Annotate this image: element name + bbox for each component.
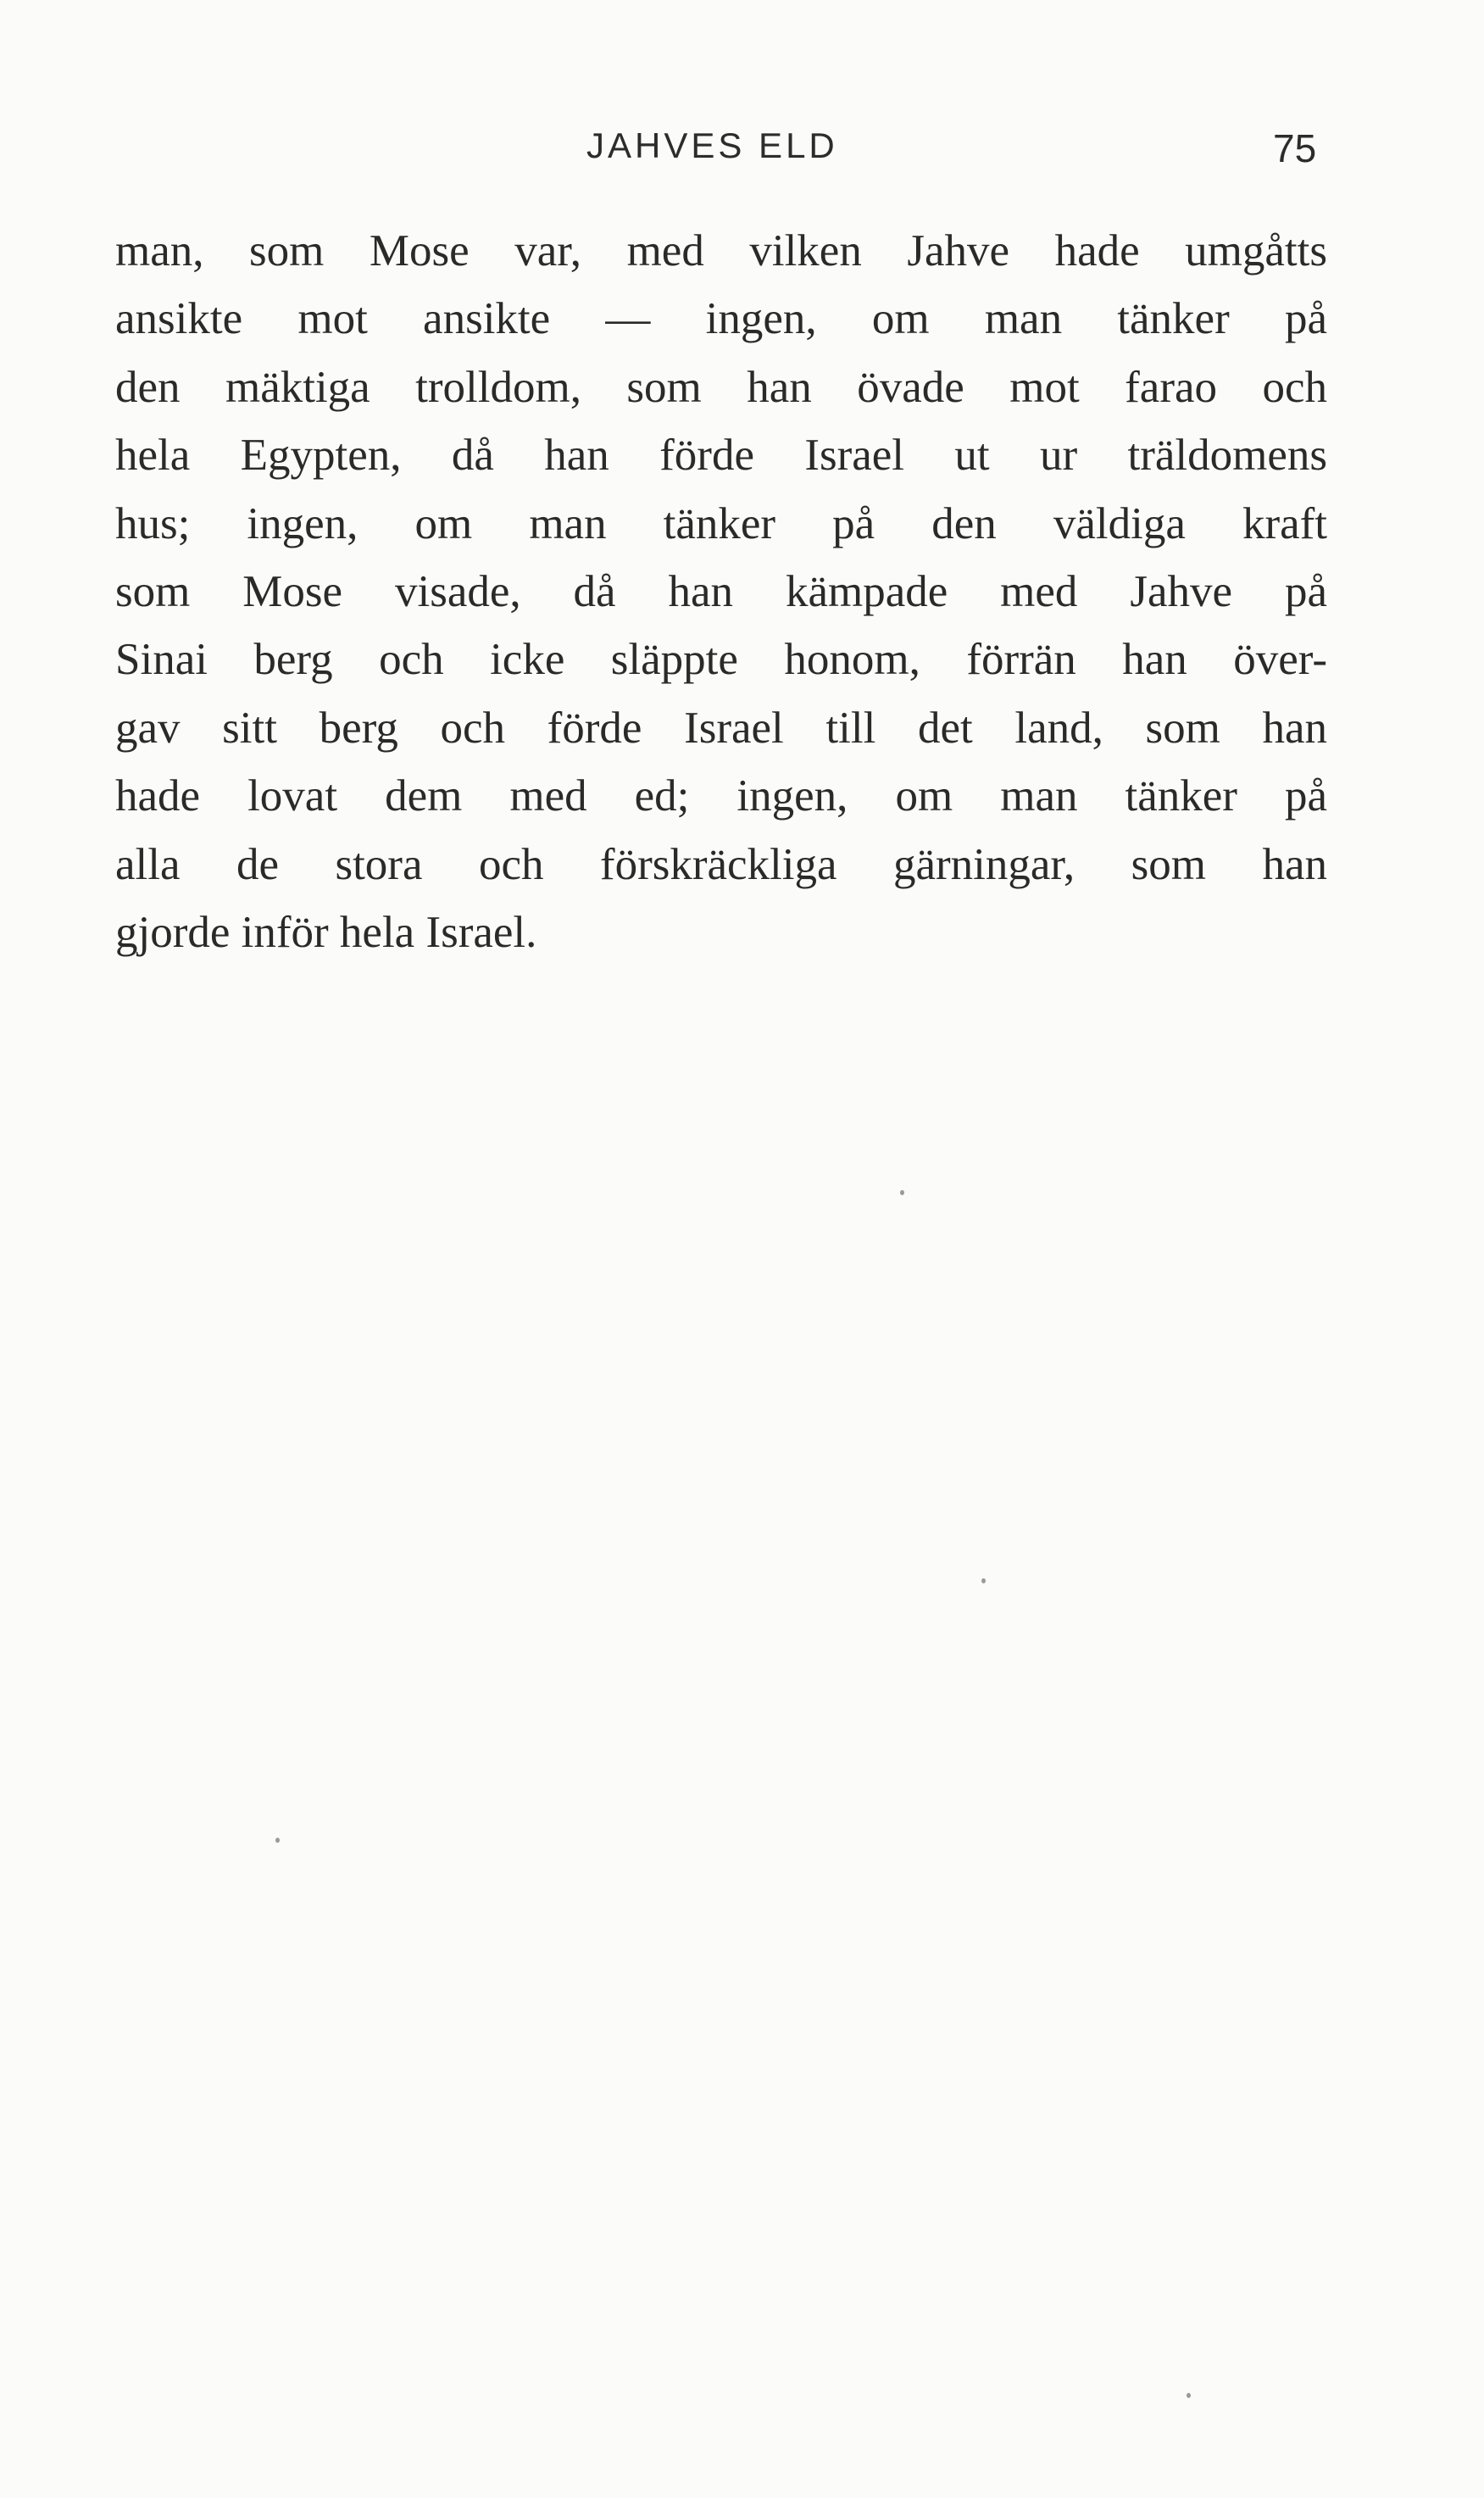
running-header [0,125,1484,176]
text-line: som Mose visade, då han kämpade med Jahve på [115,566,1327,616]
paper-speck [1187,2393,1191,2398]
paper-speck [275,1838,280,1843]
text-line: gjorde inför hela Israel. [115,907,537,957]
text-line: gav sitt berg och förde Israel till det land, som han [115,703,1327,753]
text-line: ansikte mot ansikte — ingen, om man tänker på [115,294,1327,344]
text-line: Sinai berg och icke släppte honom, förrän han över- [115,635,1327,685]
text-line: alla de stora och förskräckliga gärningar, som han [115,839,1327,889]
page-number: 75 [1273,126,1317,170]
paper-speck [900,1190,904,1195]
body-paragraph [115,217,1327,966]
text-line: hus; ingen, om man tänker på den väldiga kraft [115,498,1327,548]
text-line: hade lovat dem med ed; ingen, om man tänker på [115,771,1327,821]
text-line: hela Egypten, då han förde Israel ut ur träldomens [115,431,1327,481]
running-title: JAHVES ELD [586,125,838,165]
paper-speck [981,1578,986,1583]
text-line: man, som Mose var, med vilken Jahve hade umgåtts [115,226,1327,275]
text-line: den mäktiga trolldom, som han övade mot farao och [115,362,1327,412]
